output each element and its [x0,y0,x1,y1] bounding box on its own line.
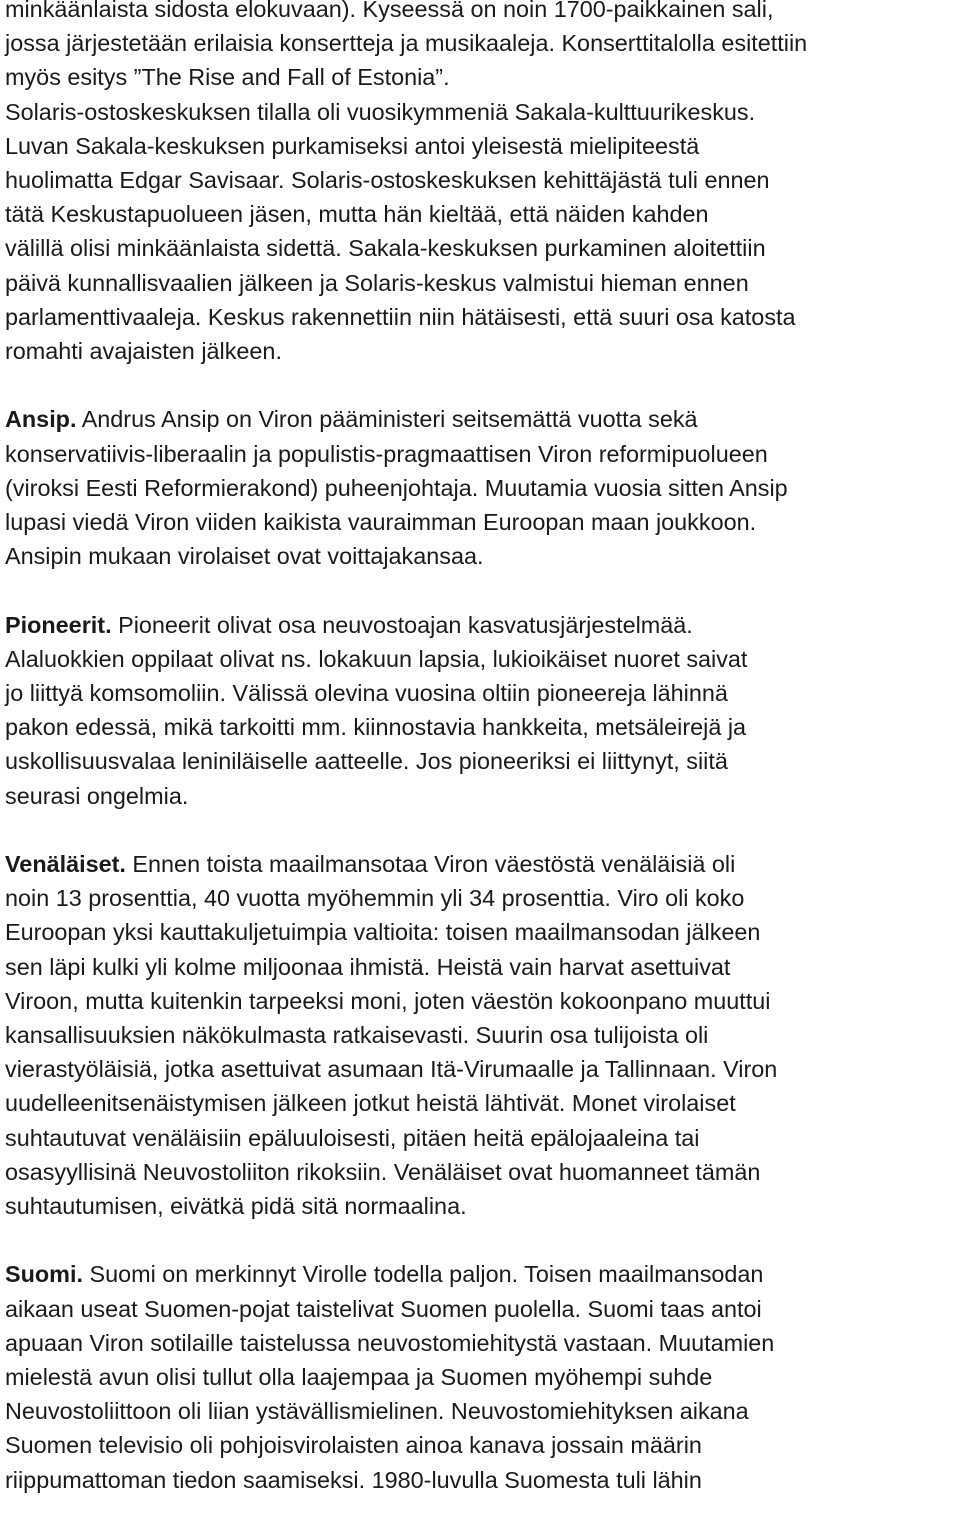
text-line: jossa järjestetään erilaisia konsertteja ja musikaaleja. Konserttitalolla esitettiin [5,30,808,57]
text-line: (viroksi Eesti Reformierakond) puheenjohtaja. Muutamia vuosia sitten Ansip [5,474,788,501]
text-line: seurasi ongelmia. [5,782,189,809]
text-line: uudelleenitsenäistymisen jälkeen jotkut heistä lähtivät. Monet virolaiset [5,1090,736,1117]
text-line: Neuvostoliittoon oli liian ystävällismielinen. Neuvostomiehityksen aikana [5,1398,749,1425]
paragraph-pioneerit [5,608,955,813]
text-line: Solaris-ostoskeskuksen tilalla oli vuosikymmeniä Sakala-kulttuurikeskus. [5,98,756,125]
text-line: apuaan Viron sotilaille taistelussa neuvostomiehitystä vastaan. Muutamien [5,1329,775,1356]
text-line: pakon edessä, mikä tarkoitti mm. kiinnostavia hankkeita, metsäleirejä ja [5,714,747,741]
text-line: mielestä avun olisi tullut olla laajempaa ja Suomen myöhempi suhde [5,1364,713,1391]
text-line [5,1257,955,1291]
entry-term: Ansip. [5,406,77,433]
document-page [5,0,955,1531]
paragraph-suomi [5,1257,955,1496]
text-line: jo liittyä komsomoliin. Välissä olevina vuosina oltiin pioneereja lähinnä [5,680,728,707]
entry-text: Ennen toista maailmansotaa Viron väestöstä venäläisiä oli [125,851,736,878]
text-line: parlamenttivaaleja. Keskus rakennettiin niin hätäisesti, että suuri osa katosta [5,303,796,330]
text-line: Ansipin mukaan virolaiset ovat voittajakansaa. [5,543,484,570]
text-line: suhtautuvat venäläisiin epäluuloisesti, pitäen heitä epälojaaleina tai [5,1124,700,1151]
text-line: aikaan useat Suomen-pojat taistelivat Suomen puolella. Suomi taas antoi [5,1295,762,1322]
text-line: minkäänlaista sidosta elokuvaan). Kyseessä on noin 1700-paikkainen sali, [5,0,774,22]
text-line [5,402,955,436]
paragraph-solaris [5,0,955,368]
entry-text: Pioneerit olivat osa neuvostoajan kasvatusjärjestelmää. [111,611,693,638]
text-line: kansallisuuksien näkökulmasta ratkaisevasti. Suurin osa tulijoista oli [5,1022,709,1049]
text-line: suhtautumisen, eivätkä pidä sitä normaalina. [5,1193,467,1220]
text-line: tätä Keskustapuolueen jäsen, mutta hän kieltää, että näiden kahden [5,201,709,228]
text-line: Suomen televisio oli pohjoisvirolaisten ainoa kanava jossain määrin [5,1432,702,1459]
text-line: myös esitys ”The Rise and Fall of Estonia”. [5,64,450,91]
entry-term: Suomi. [5,1261,83,1288]
text-line: Alaluokkien oppilaat olivat ns. lokakuun lapsia, lukioikäiset nuoret saivat [5,645,748,672]
text-line: osasyyllisinä Neuvostoliiton rikoksiin. Venäläiset ovat huomanneet tämän [5,1158,761,1185]
text-line: välillä olisi minkäänlaista sidettä. Sakala-keskuksen purkaminen aloitettiin [5,235,766,262]
text-line: sen läpi kulki yli kolme miljoonaa ihmistä. Heistä vain harvat asettuivat [5,953,731,980]
text-line: päivä kunnallisvaalien jälkeen ja Solaris-keskus valmistui hieman ennen [5,269,749,296]
text-line: Luvan Sakala-keskuksen purkamiseksi antoi yleisestä mielipiteestä [5,132,700,159]
text-line: Viroon, mutta kuitenkin tarpeeksi moni, joten väestön kokoonpano muuttui [5,987,771,1014]
text-line: romahti avajaisten jälkeen. [5,338,282,365]
text-line: riippumattoman tiedon saamiseksi. 1980-luvulla Suomesta tuli lähin [5,1466,702,1493]
text-line: lupasi viedä Viron viiden kaikista vauraimman Euroopan maan joukkoon. [5,509,757,536]
entry-text: Suomi on merkinnyt Virolle todella paljon. Toisen maailmansodan [82,1261,764,1288]
paragraph-venalaiset [5,847,955,1223]
entry-text: Andrus Ansip on Viron pääministeri seitsemättä vuotta sekä [76,406,698,433]
paragraph-ansip [5,402,955,573]
text-line: noin 13 prosenttia, 40 vuotta myöhemmin yli 34 prosenttia. Viro oli koko [5,885,745,912]
text-line: konservatiivis-liberaalin ja populistis-pragmaattisen Viron reformipuolueen [5,440,768,467]
text-line: vierastyöläisiä, jotka asettuivat asumaan Itä-Virumaalle ja Tallinnaan. Viron [5,1056,778,1083]
text-line [5,847,955,881]
entry-term: Venäläiset. [5,851,126,878]
text-line [5,608,955,642]
text-line: huolimatta Edgar Savisaar. Solaris-ostoskeskuksen kehittäjästä tuli ennen [5,167,770,194]
entry-term: Pioneerit. [5,611,112,638]
text-line: Euroopan yksi kauttakuljetuimpia valtioita: toisen maailmansodan jälkeen [5,919,761,946]
text-line: uskollisuusvalaa leniniläiselle aatteelle. Jos pioneeriksi ei liittynyt, siitä [5,748,728,775]
